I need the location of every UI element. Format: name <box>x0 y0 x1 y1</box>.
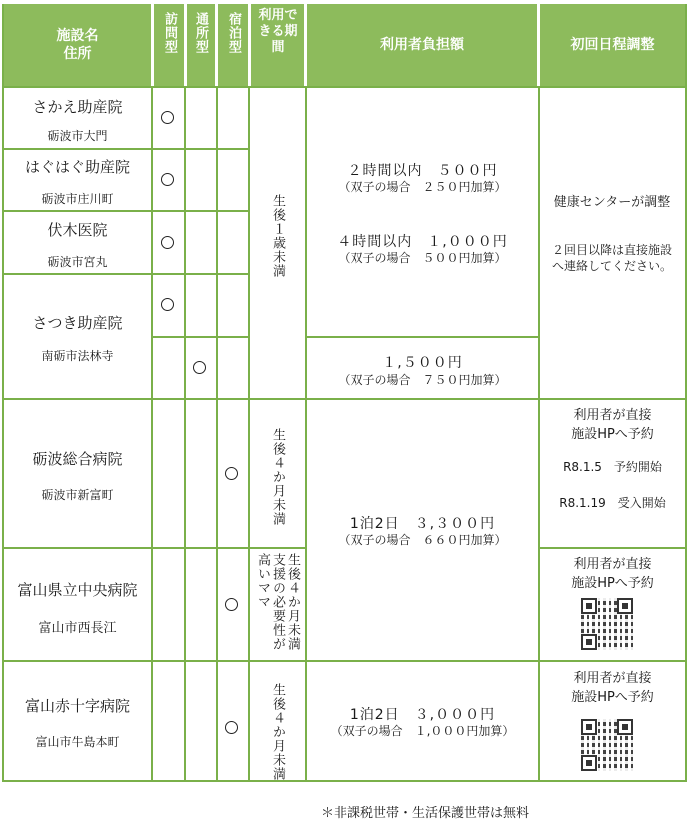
period-central-line3: 高いママ <box>255 553 270 609</box>
grid-line <box>538 547 687 549</box>
header-stay: 宿泊型 <box>226 12 241 54</box>
grid-line <box>2 273 250 275</box>
fee-stay-b: 1泊2日 ３,０００円 <box>349 707 496 723</box>
header-dayuse: 通所型 <box>193 12 208 54</box>
schedule-accept-start: R8.1.19 受入開始 <box>559 496 666 510</box>
grid-line <box>685 4 687 782</box>
schedule-direct-line2: 施設HPへ予約 <box>571 690 654 705</box>
grid-line <box>184 86 186 782</box>
header-facility: 施設名 住所 <box>56 28 99 62</box>
facility-name: さつき助産院 <box>32 314 123 332</box>
fee-visit-2h: ２時間以内 ５００円 <box>347 163 498 179</box>
grid-line <box>2 86 687 88</box>
schedule-direct-line1: 利用者が直接 <box>573 671 652 686</box>
period-under-4-months: 生後４か月未満 <box>270 428 285 526</box>
facility-name: 砺波総合病院 <box>32 450 123 468</box>
fee-dayuse: １,５００円 <box>382 355 463 371</box>
circle-mark <box>225 598 238 611</box>
schedule-reserve-start: R8.1.5 予約開始 <box>563 460 662 474</box>
facility-address: 砺波市新富町 <box>41 488 114 502</box>
period-central-line1: 生後４か月未満 <box>285 553 300 651</box>
circle-mark <box>161 111 174 124</box>
schedule-health-center: 健康センターが調整 <box>553 195 671 210</box>
facility-name: 伏木医院 <box>47 221 108 239</box>
qr-code-icon[interactable] <box>581 719 633 771</box>
schedule-second-time: ２回目以降は直接施設へ連絡してください。 <box>551 243 672 273</box>
grid-line <box>2 547 306 549</box>
grid-line <box>305 336 540 338</box>
footnote: ＊非課税世帯・生活保護世帯は無料 <box>320 806 529 821</box>
fee-visit-4h-twin: （双子の場合 ５００円加算） <box>338 251 507 265</box>
grid-line <box>248 86 250 782</box>
facility-name: さかえ助産院 <box>32 98 123 116</box>
fee-stay-b-twin: （双子の場合 １,０００円加算） <box>330 724 515 738</box>
fee-dayuse-twin: （双子の場合 ７５０円加算） <box>338 373 507 387</box>
facility-name: 富山県立中央病院 <box>17 581 138 599</box>
schedule-direct-line2: 施設HPへ予約 <box>571 427 654 442</box>
schedule-direct-line2: 施設HPへ予約 <box>571 576 654 591</box>
grid-line <box>2 780 687 782</box>
grid-line <box>2 210 250 212</box>
grid-line <box>151 336 250 338</box>
grid-line <box>2 148 250 150</box>
facility-address: 富山市牛島本町 <box>35 735 120 749</box>
header-visit: 訪問型 <box>162 12 177 54</box>
qr-code-icon[interactable] <box>581 598 633 650</box>
facility-name: はぐはぐ助産院 <box>24 158 130 176</box>
header-fee: 利用者負担額 <box>380 37 464 53</box>
period-under-4-months: 生後４か月未満 <box>270 683 285 781</box>
circle-mark <box>225 721 238 734</box>
circle-mark <box>225 467 238 480</box>
circle-mark <box>193 361 206 374</box>
period-central-line2: 支援の必要性が <box>270 553 285 651</box>
circle-mark <box>161 298 174 311</box>
grid-line <box>2 660 687 662</box>
circle-mark <box>161 173 174 186</box>
schedule-direct-line1: 利用者が直接 <box>573 408 652 423</box>
circle-mark <box>161 236 174 249</box>
header-schedule: 初回日程調整 <box>570 37 655 53</box>
fee-visit-4h: ４時間以内 １,０００円 <box>337 234 508 250</box>
grid-line <box>2 398 687 400</box>
header-period: 利用できる期間 <box>258 8 298 55</box>
facility-address: 南砺市法林寺 <box>41 349 114 363</box>
grid-line <box>216 86 218 782</box>
facility-address: 砺波市宮丸 <box>47 255 108 269</box>
grid-line <box>151 86 153 782</box>
facility-address: 砺波市庄川町 <box>41 192 114 206</box>
grid-line <box>2 4 4 782</box>
schedule-direct-line1: 利用者が直接 <box>573 557 652 572</box>
facility-name: 富山赤十字病院 <box>24 697 130 715</box>
facility-address: 富山市西長江 <box>38 621 117 636</box>
fee-stay-a: 1泊2日 ３,３００円 <box>349 516 496 532</box>
facility-address: 砺波市大門 <box>47 129 108 143</box>
fee-stay-a-twin: （双子の場合 ６６０円加算） <box>338 533 507 547</box>
fee-visit-2h-twin: （双子の場合 ２５０円加算） <box>338 180 507 194</box>
period-under-1-year: 生後１歳未満 <box>270 194 285 278</box>
